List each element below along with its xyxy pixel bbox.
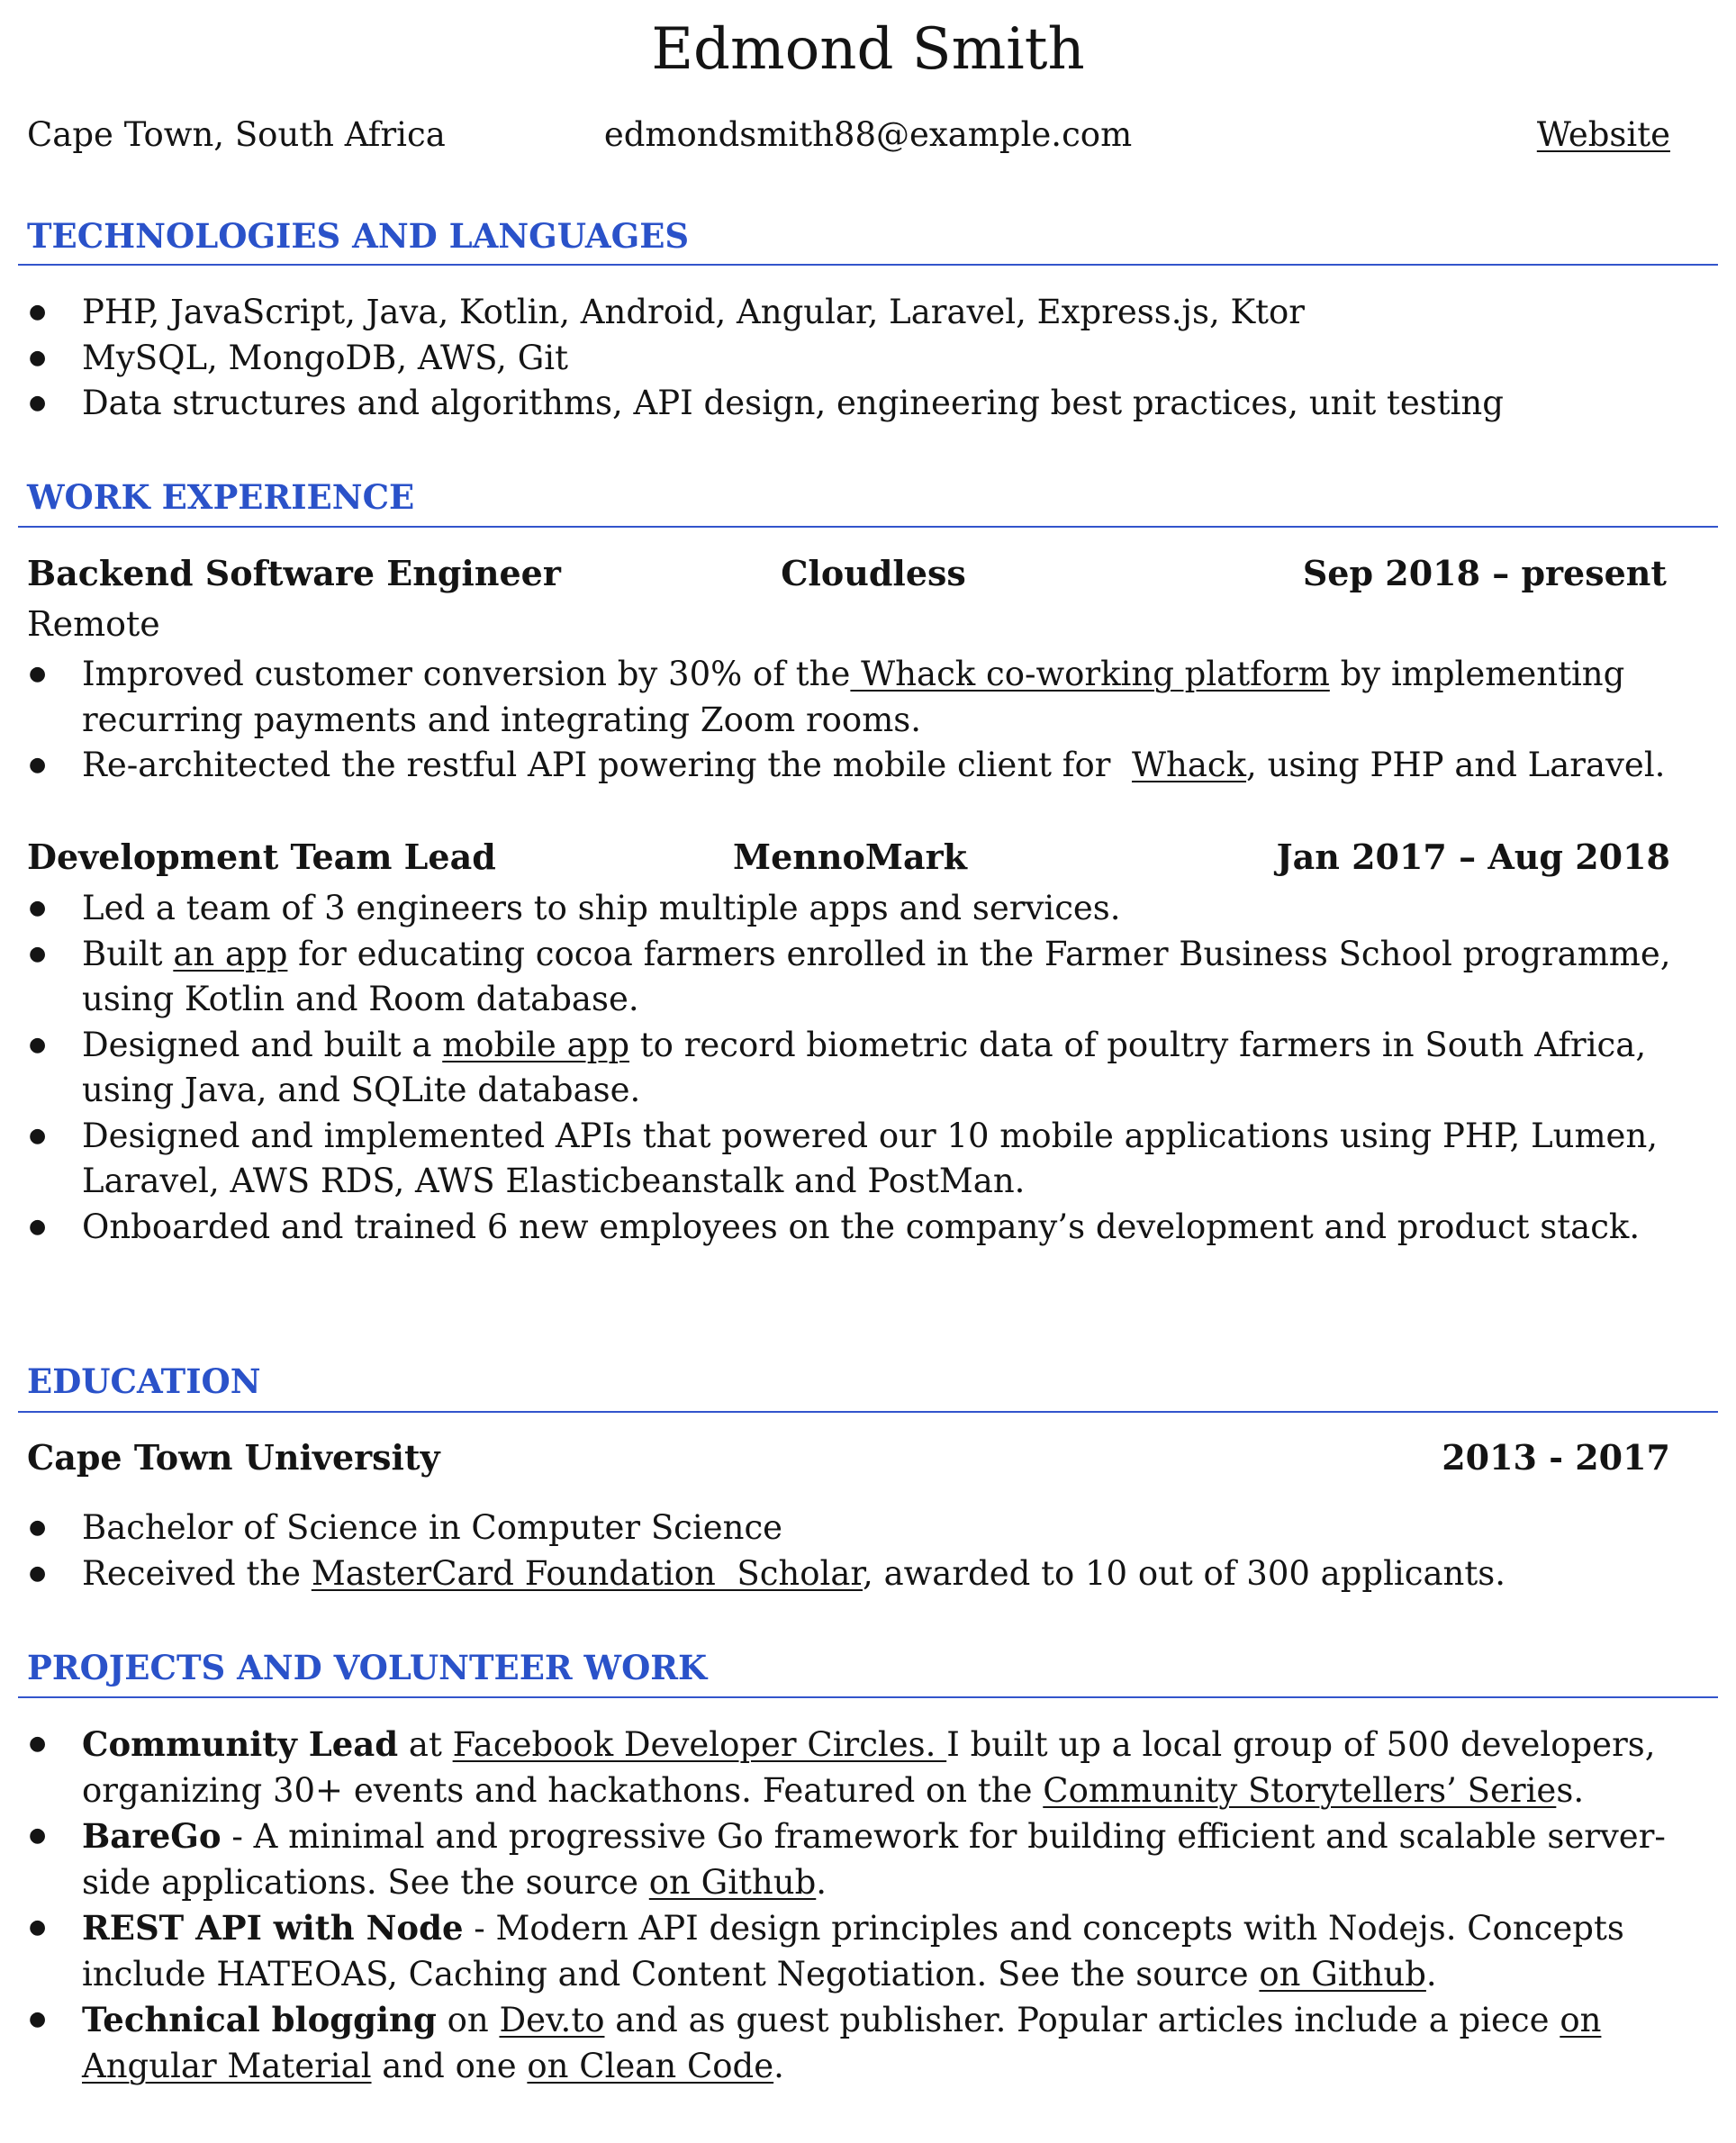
list-item: ● Improved customer conversion by 30% of the Whack co-working platform by implementing recurring payments and integrating Zoom rooms.	[0, 652, 1694, 743]
section-heading-work-experience: WORK EXPERIENCE	[27, 477, 415, 517]
list-item: ● Re-architected the restful API powering the mobile client for Whack, using PHP and Laravel.	[0, 743, 1694, 789]
list-item: ● Designed and implemented APIs that powered our 10 mobile applications using PHP, Lumen, Laravel, AWS RDS, AWS Elasticbeanstalk and PostMan.	[0, 1114, 1694, 1205]
technologies-list	[0, 290, 1694, 427]
job-title: Backend Software Engineer	[27, 553, 561, 593]
section-heading-projects: PROJECTS AND VOLUNTEER WORK	[27, 1648, 708, 1687]
mastercard-scholar-link[interactable]: MasterCard Foundation Scholar	[311, 1553, 863, 1593]
job-dates: Sep 2018 – present	[1302, 553, 1667, 593]
barego-github-link[interactable]: on Github	[648, 1862, 817, 1902]
facebook-dev-circles-link[interactable]: Facebook Developer Circles.	[452, 1725, 947, 1764]
education-bullets	[0, 1506, 1694, 1596]
mobile-app-link[interactable]: mobile app	[442, 1025, 630, 1064]
website-link[interactable]: Website	[1536, 115, 1670, 154]
rest-api-github-link[interactable]: on Github	[1259, 1954, 1426, 1994]
job-location: Remote	[27, 604, 160, 644]
school-name: Cape Town University	[27, 1437, 440, 1478]
list-item: ● Led a team of 3 engineers to ship multiple apps and services.	[0, 886, 1694, 932]
section-divider	[18, 1696, 1718, 1698]
email: edmondsmith88@example.com	[603, 115, 1133, 154]
education-dates: 2013 - 2017	[1442, 1437, 1670, 1478]
list-item: ● Received the MasterCard Foundation Scholar, awarded to 10 out of 300 applicants.	[0, 1551, 1694, 1597]
clean-code-article-link[interactable]: on Clean Code	[527, 2046, 774, 2085]
list-item: ● Data structures and algorithms, API design, engineering best practices, unit testing	[0, 381, 1694, 427]
job-bullets	[0, 886, 1694, 1250]
job-company: MennoMark	[733, 836, 967, 877]
section-divider	[18, 264, 1718, 266]
location: Cape Town, South Africa	[27, 115, 446, 154]
job-bullets	[0, 652, 1694, 789]
section-heading-education: EDUCATION	[27, 1361, 261, 1401]
community-storytellers-link[interactable]: Community Storytellers’ Serie	[1043, 1770, 1557, 1810]
whack-platform-link[interactable]: Whack co-working platform	[850, 655, 1330, 693]
job-company: Cloudless	[781, 553, 966, 593]
devto-link[interactable]: Dev.to	[499, 2001, 605, 2039]
list-item: ● Onboarded and trained 6 new employees on the company’s development and product stack.	[0, 1205, 1694, 1251]
whack-link[interactable]: Whack	[1131, 746, 1247, 784]
list-item: ● MySQL, MongoDB, AWS, Git	[0, 336, 1694, 382]
projects-list	[0, 1722, 1694, 2089]
list-item: ● Designed and built a mobile app to record biometric data of poultry farmers in South Africa, using Java, and SQLite database.	[0, 1023, 1694, 1114]
list-item: ● Technical blogging on Dev.to and as guest publisher. Popular articles include a piece on Angular Material and one on Clean Code.	[0, 1997, 1694, 2089]
job-dates: Jan 2017 – Aug 2018	[1276, 836, 1670, 877]
section-divider	[18, 1411, 1718, 1413]
list-item: ● Bachelor of Science in Computer Science	[0, 1506, 1694, 1551]
list-item: ● REST API with Node - Modern API design principles and concepts with Nodejs. Concepts include HATEOAS, Caching and Content Negotiation. See the source on Github.	[0, 1905, 1694, 1997]
cocoa-app-link[interactable]: an app	[173, 934, 288, 973]
section-divider	[18, 526, 1718, 528]
job-title: Development Team Lead	[27, 836, 496, 877]
candidate-name: Edmond Smith	[651, 16, 1085, 83]
angular-material-article-link[interactable]: on Angular Material	[82, 2001, 1602, 2085]
section-heading-technologies: TECHNOLOGIES AND LANGUAGES	[27, 216, 690, 256]
list-item: ● Community Lead at Facebook Developer Circles. I built up a local group of 500 developers, organizing 30+ events and hackathons. Featured on the Community Storytellers’ Series.	[0, 1722, 1694, 1813]
list-item: ● BareGo - A minimal and progressive Go framework for building efficient and scalable server-side applications. See the source on Github.	[0, 1813, 1694, 1905]
list-item: ● PHP, JavaScript, Java, Kotlin, Android, Angular, Laravel, Express.js, Ktor	[0, 290, 1694, 336]
list-item: ● Built an app for educating cocoa farmers enrolled in the Farmer Business School programme, using Kotlin and Room database.	[0, 932, 1694, 1023]
